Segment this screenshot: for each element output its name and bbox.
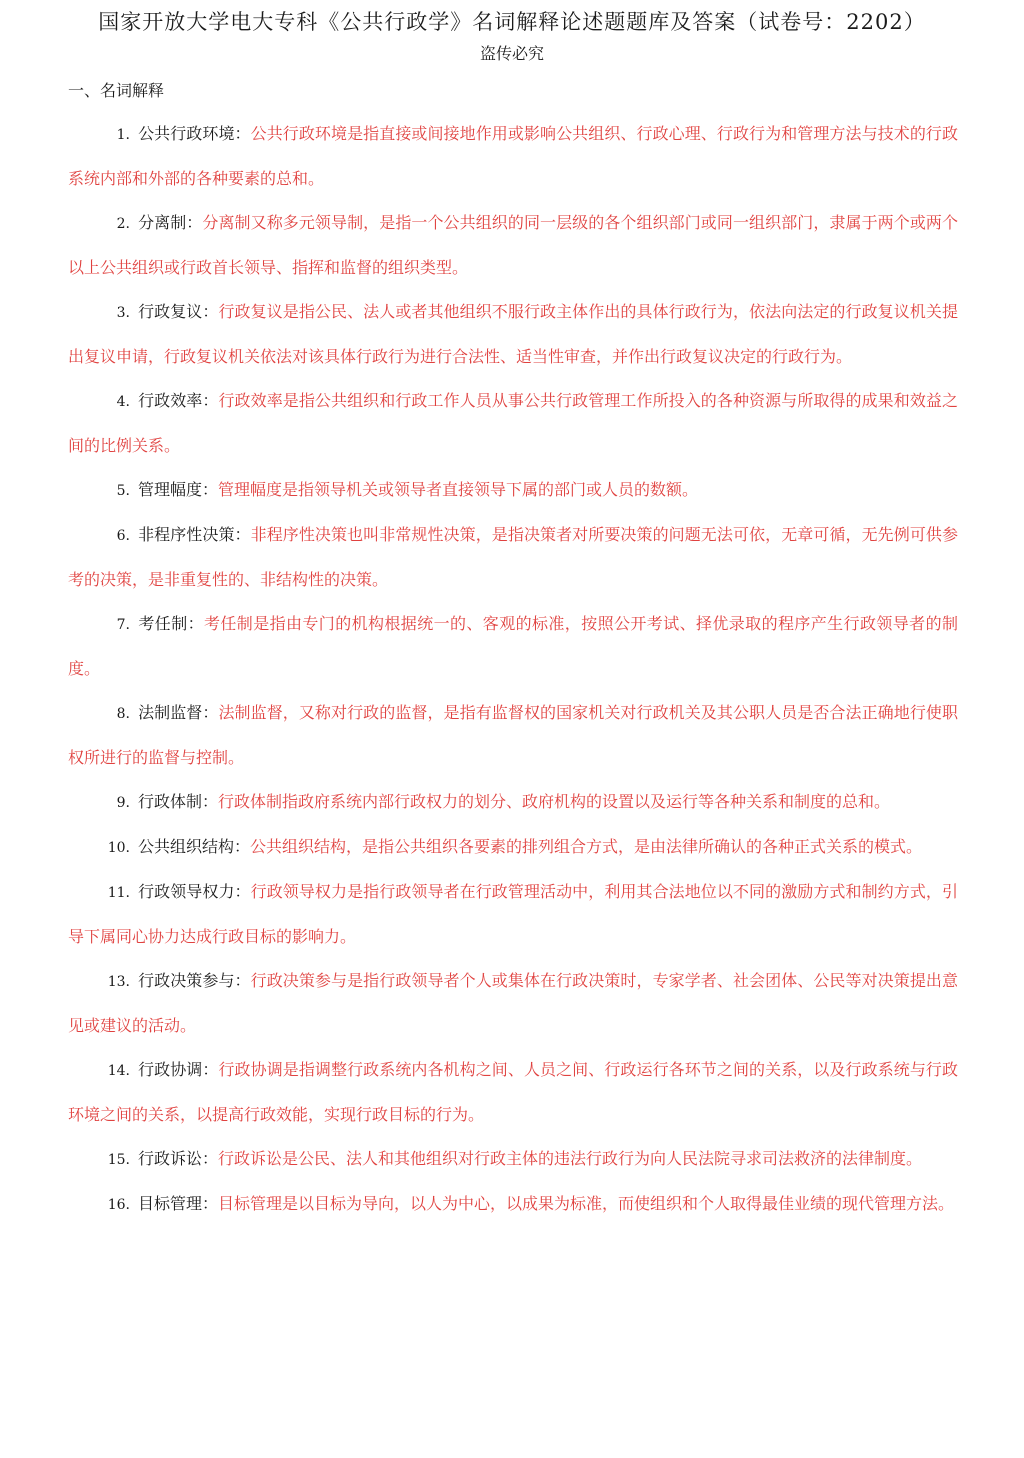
entry-term: 考任制：: [138, 614, 204, 633]
glossary-entry: [68, 1048, 958, 1137]
entry-definition: 考任制是指由专门的机构根据统一的、客观的标准，按照公开考试、择优录取的程序产生行政领导者的制度。: [68, 614, 958, 678]
entry-definition: 行政诉讼是公民、法人和其他组织对行政主体的违法行政行为向人民法院寻求司法救济的法律制度。: [218, 1149, 923, 1168]
entry-number: 16.: [107, 1197, 130, 1213]
glossary-entry: [68, 379, 958, 468]
entry-definition: 公共组织结构，是指公共组织各要素的排列组合方式，是由法律所确认的各种正式关系的模式。: [250, 837, 923, 856]
entry-number: 3.: [116, 305, 130, 321]
entry-number: 2.: [116, 216, 130, 232]
entry-definition: 非程序性决策也叫非常规性决策，是指决策者对所要决策的问题无法可依，无章可循，无先例可供参考的决策，是非重复性的、非结构性的决策。: [68, 525, 958, 589]
entry-definition: 行政领导权力是指行政领导者在行政管理活动中，利用其合法地位以不同的激励方式和制约方式，引导下属同心协力达成行政目标的影响力。: [68, 882, 958, 946]
entry-definition: 行政复议是指公民、法人或者其他组织不服行政主体作出的具体行政行为，依法向法定的行政复议机关提出复议申请，行政复议机关依法对该具体行政行为进行合法性、适当性审查，并作出行政复议决定的行政行为。: [68, 302, 958, 366]
glossary-entry: [68, 780, 958, 825]
entry-definition: 行政决策参与是指行政领导者个人或集体在行政决策时，专家学者、社会团体、公民等对决策提出意见或建议的活动。: [68, 971, 958, 1035]
section-heading: 一、名词解释: [68, 81, 165, 100]
entry-number: 11.: [107, 885, 130, 901]
entry-number: 8.: [116, 706, 130, 722]
glossary-list: [68, 112, 958, 1227]
entry-definition: 法制监督，又称对行政的监督，是指有监督权的国家机关对行政机关及其公职人员是否合法正确地行使职权所进行的监督与控制。: [68, 703, 958, 767]
entry-number: 5.: [116, 483, 130, 499]
entry-number: 1.: [116, 127, 130, 143]
entry-term: 非程序性决策：: [138, 525, 251, 544]
entry-term: 行政诉讼：: [138, 1149, 219, 1168]
document-subtitle: 盗传必究: [479, 44, 544, 63]
glossary-entry: [68, 468, 958, 513]
entry-term: 行政协调：: [138, 1060, 219, 1079]
entry-term: 公共组织结构：: [138, 837, 251, 856]
entry-definition: 行政体制指政府系统内部行政权力的划分、政府机构的设置以及运行等各种关系和制度的总和。: [218, 792, 891, 811]
entry-number: 9.: [116, 795, 130, 811]
entry-term: 管理幅度：: [138, 480, 219, 499]
entry-number: 7.: [116, 617, 130, 633]
entry-term: 分离制：: [138, 213, 203, 232]
glossary-entry: [68, 513, 958, 602]
entry-term: 行政效率：: [138, 391, 219, 410]
entry-number: 10.: [107, 840, 130, 856]
glossary-entry: [68, 959, 958, 1048]
entry-definition: 公共行政环境是指直接或间接地作用或影响公共组织、行政心理、行政行为和管理方法与技术的行政系统内部和外部的各种要素的总和。: [68, 124, 958, 188]
entry-number: 14.: [107, 1063, 130, 1079]
entry-number: 4.: [116, 394, 130, 410]
glossary-entry: [68, 112, 958, 201]
glossary-entry: [68, 691, 958, 780]
glossary-entry: [68, 1137, 958, 1182]
entry-definition: 行政协调是指调整行政系统内各机构之间、人员之间、行政运行各环节之间的关系，以及行政系统与行政环境之间的关系，以提高行政效能，实现行政目标的行为。: [68, 1060, 958, 1124]
entry-term: 目标管理：: [138, 1194, 219, 1213]
entry-definition: 行政效率是指公共组织和行政工作人员从事公共行政管理工作所投入的各种资源与所取得的成果和效益之间的比例关系。: [68, 391, 958, 455]
entry-number: 15.: [107, 1152, 130, 1168]
entry-term: 法制监督：: [138, 703, 219, 722]
entry-term: 公共行政环境：: [138, 124, 251, 143]
document-title: 国家开放大学电大专科《公共行政学》名词解释论述题题库及答案（试卷号：2202）: [98, 10, 926, 34]
glossary-entry: [68, 201, 958, 290]
entry-number: 6.: [116, 528, 130, 544]
entry-definition: 分离制又称多元领导制，是指一个公共组织的同一层级的各个组织部门或同一组织部门，隶属于两个或两个以上公共组织或行政首长领导、指挥和监督的组织类型。: [68, 213, 958, 277]
glossary-entry: [68, 290, 958, 379]
glossary-entry: [68, 870, 958, 959]
entry-term: 行政决策参与：: [138, 971, 251, 990]
entry-term: 行政领导权力：: [138, 882, 251, 901]
entry-definition: 管理幅度是指领导机关或领导者直接领导下属的部门或人员的数额。: [218, 480, 699, 499]
entry-term: 行政复议：: [138, 302, 219, 321]
glossary-entry: [68, 825, 958, 870]
entry-definition: 目标管理是以目标为导向，以人为中心，以成果为标准，而使组织和个人取得最佳业绩的现代管理方法。: [218, 1194, 955, 1213]
entry-number: 13.: [107, 974, 130, 990]
glossary-entry: [68, 1182, 958, 1227]
glossary-entry: [68, 602, 958, 691]
entry-term: 行政体制：: [138, 792, 219, 811]
